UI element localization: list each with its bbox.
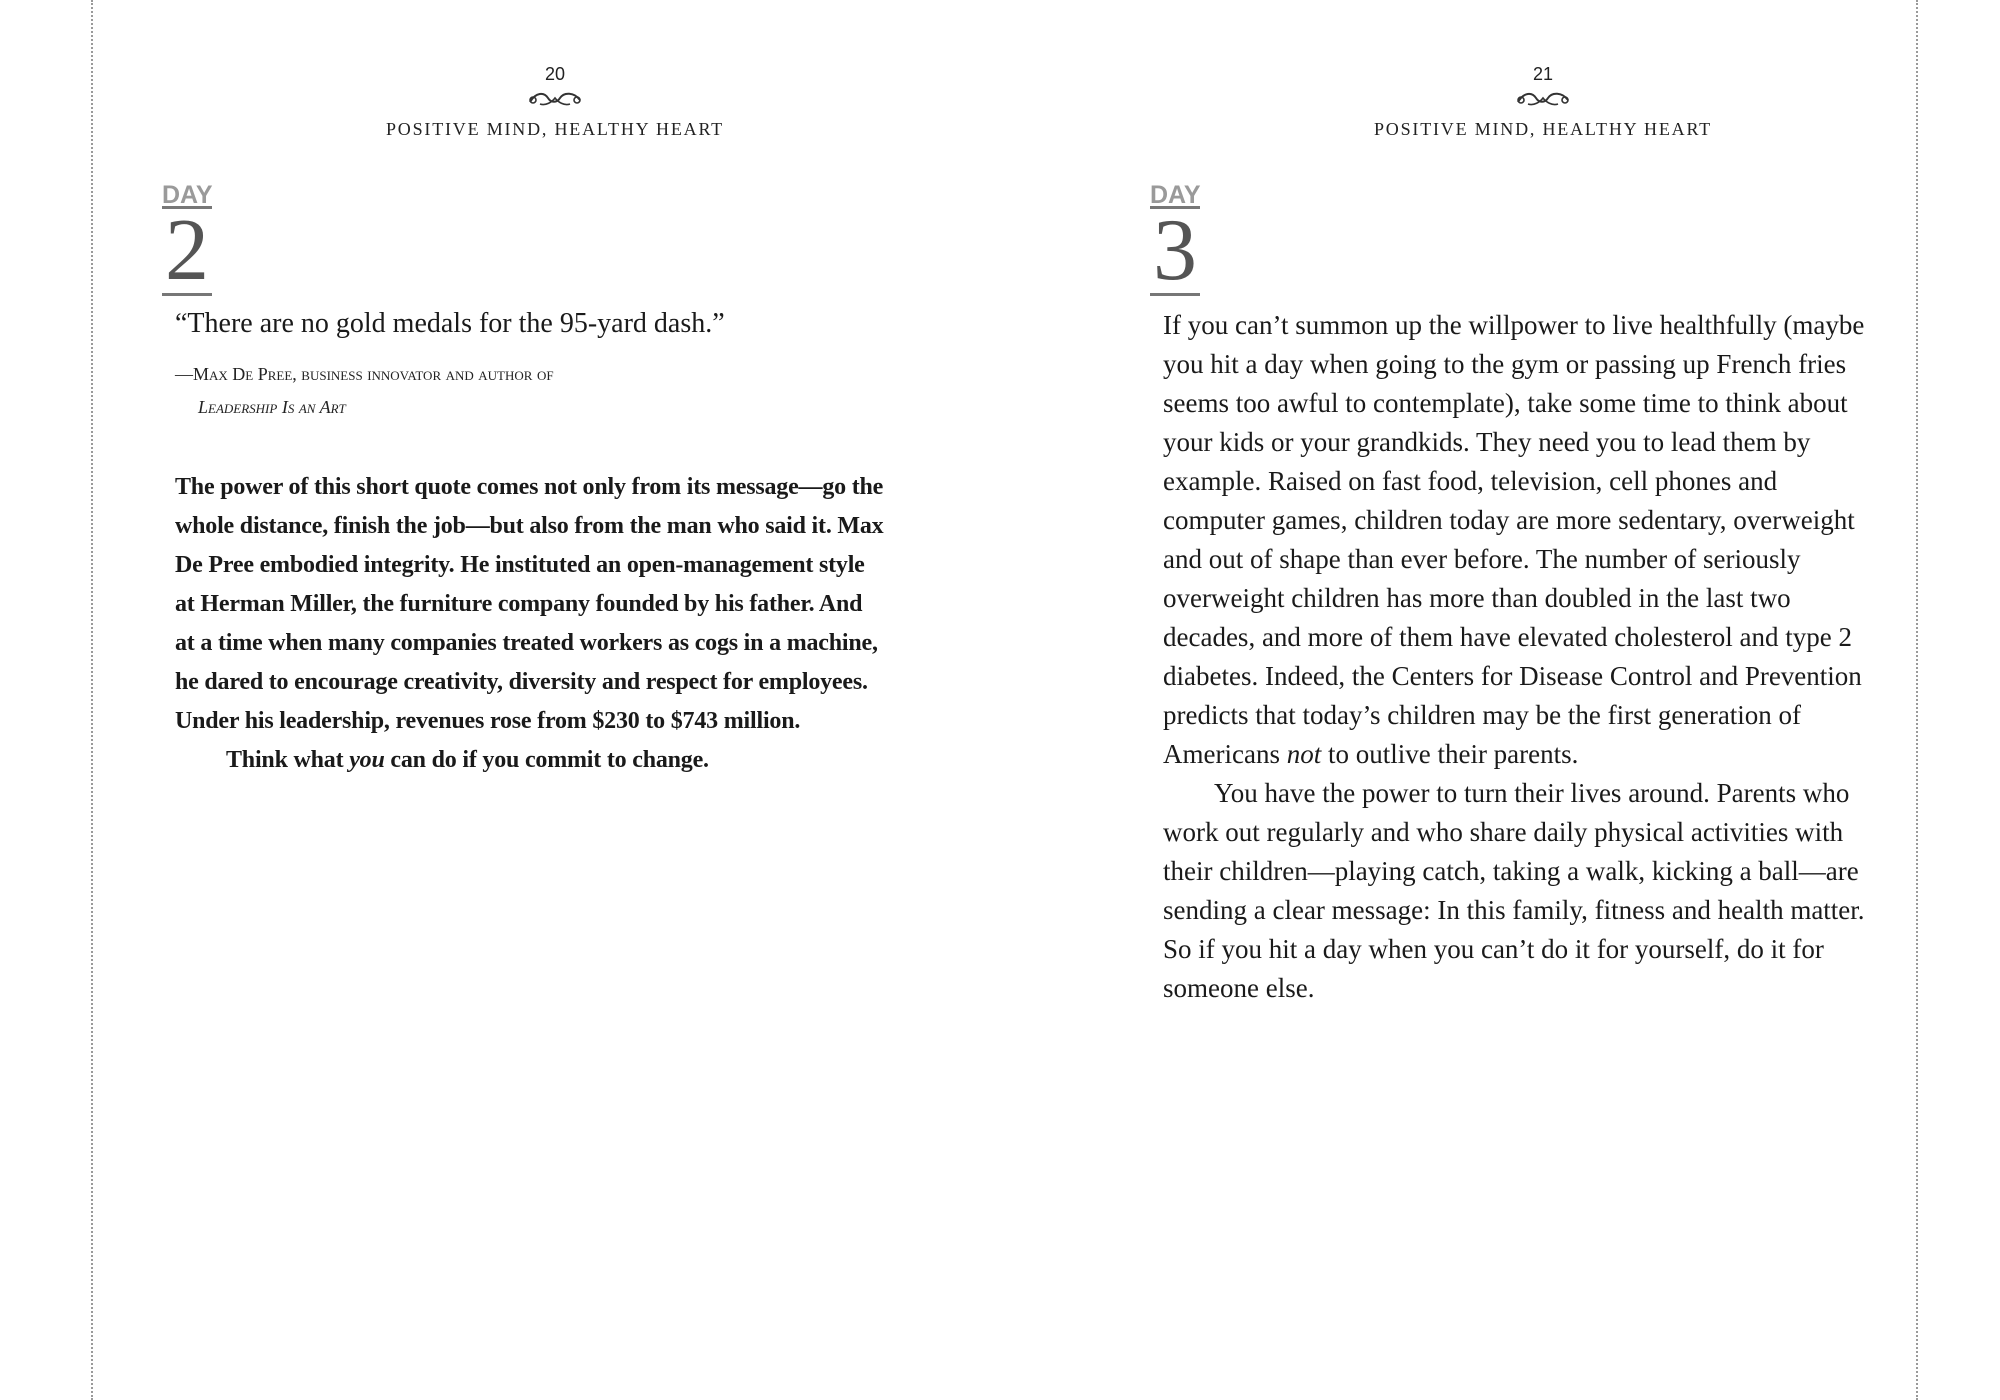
text-run: If you can’t summon up the willpower to live healthfully (maybe you hit a day when going to the gym or passing up French fries seems too awful to contemplate), take some time to think about your kids or your grandkids. They need you to lead them by example. Raised on fast food, television, cell phones and computer games, children today are more sedentary, overweight and out of shape than ever before. The number of seriously overweight children has more than doubled in the last two decades, and more of them have elevated cholesterol and type 2 diabetes. Indeed, the Centers for Disease Control and Prevention predicts that today’s children may be the first generation of Americans bbox=[1163, 310, 1865, 769]
body-text bbox=[175, 468, 885, 780]
flourish-ornament-icon bbox=[526, 88, 584, 108]
page-number: 20 bbox=[544, 64, 566, 84]
body-paragraph: You have the power to turn their lives around. Parents who work out regularly and who share daily physical activities with their children—playing catch, taking a walk, kicking a ball—are sending a clear message: In this family, fitness and health matter. So if you hit a day when you can’t do it for yourself, do it for someone else. bbox=[1163, 778, 1865, 1003]
flourish-ornament-icon bbox=[1514, 88, 1572, 108]
quote-attribution bbox=[175, 358, 895, 424]
emphasis-text: you bbox=[349, 747, 385, 773]
left-page bbox=[105, 0, 1005, 1400]
emphasis-text: not bbox=[1286, 739, 1322, 769]
text-run: can do if you commit to change. bbox=[384, 747, 709, 773]
body-text bbox=[1163, 306, 1883, 1008]
body-paragraph bbox=[1163, 306, 1883, 774]
attribution-author: —Max De Pree, business innovator and author of bbox=[175, 364, 554, 384]
day-label: DAY bbox=[1150, 181, 1201, 209]
day-label: DAY bbox=[162, 181, 213, 209]
page-number: 21 bbox=[1532, 64, 1554, 84]
epigraph-quote: “There are no gold medals for the 95-yard dash.” bbox=[175, 308, 725, 339]
attribution-work-title: Leadership Is an Art bbox=[198, 397, 346, 417]
day-number: 2 bbox=[162, 206, 212, 296]
body-paragraph: The power of this short quote comes not only from its message—go the whole distance, finish the job—but also from the man who said it. Max De Pree embodied integrity. He instituted an open-management style at Herman Miller, the furniture company founded by his father. And at a time when many companies treated workers as cogs in a machine, he dared to encourage creativity, diversity and respect for employees. Under his leadership, revenues rose from $230 to $743 million. bbox=[175, 474, 884, 734]
day-number: 3 bbox=[1150, 206, 1200, 296]
body-paragraph bbox=[175, 741, 885, 780]
text-run: to outlive their parents. bbox=[1321, 739, 1579, 769]
running-head: POSITIVE MIND, HEALTHY HEART bbox=[1374, 119, 1712, 139]
right-page bbox=[1093, 0, 1993, 1400]
running-head: POSITIVE MIND, HEALTHY HEART bbox=[386, 119, 724, 139]
left-margin-guide bbox=[91, 0, 93, 1400]
text-run: Think what bbox=[226, 747, 350, 773]
